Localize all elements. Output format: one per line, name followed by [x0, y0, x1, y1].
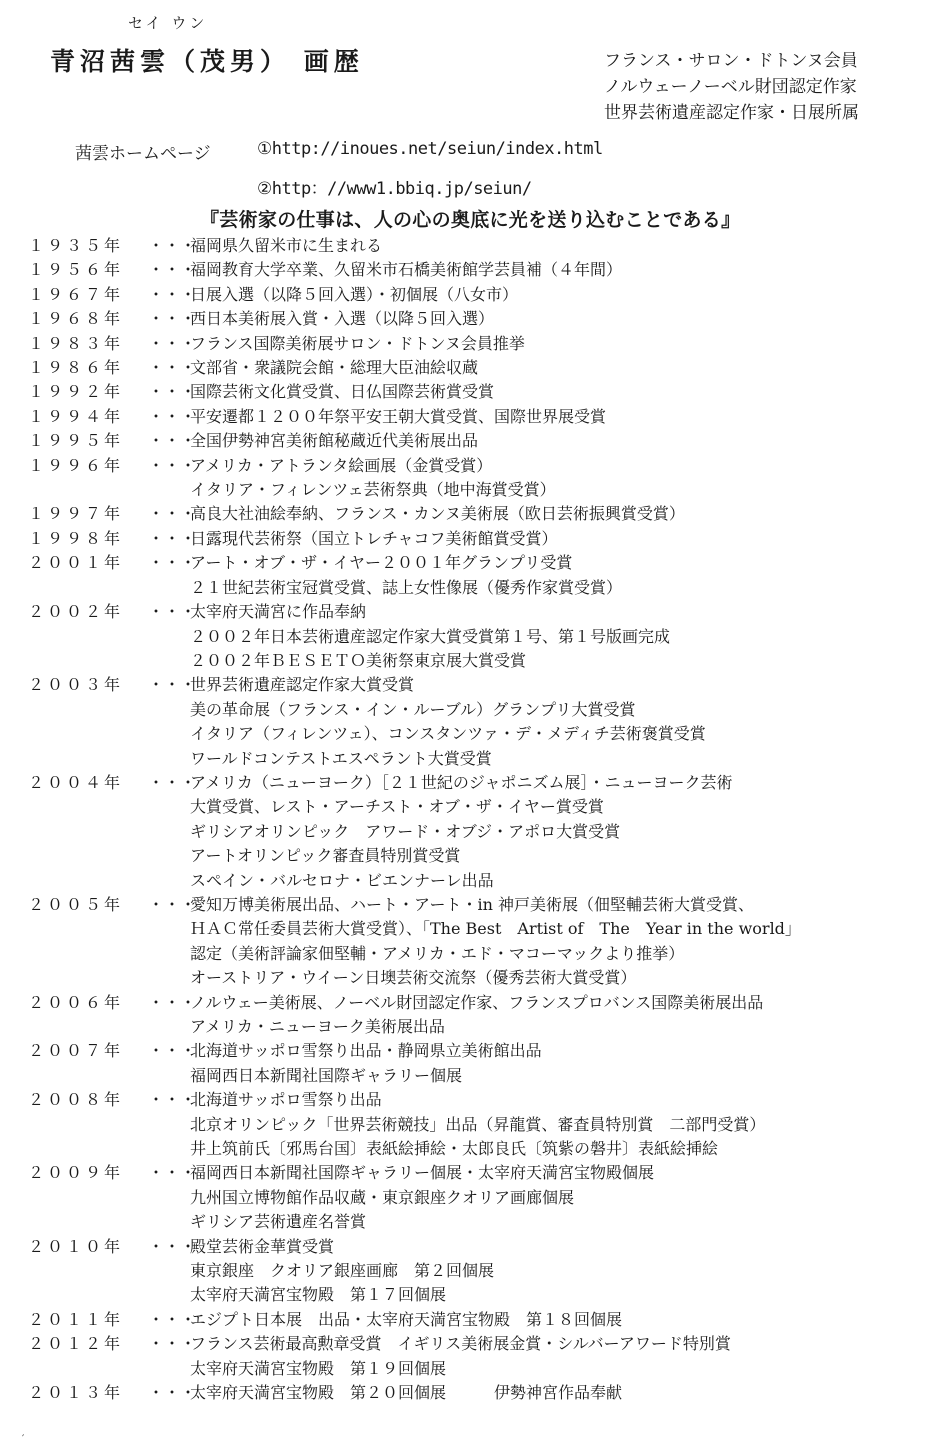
- entry-separator: ・・・: [148, 602, 197, 622]
- entry-separator: ・・・: [148, 236, 197, 255]
- homepage-url-2[interactable]: ②http：//www1.bbiq.jp/seiun/: [257, 179, 532, 199]
- entry-year: ２０１３年: [28, 1383, 124, 1403]
- entry-separator: ・・・: [148, 1090, 197, 1110]
- entry-line: 日展入選（以降５回入選）・初個展（八女市）: [190, 284, 519, 304]
- timeline-entry: [28, 1039, 918, 1088]
- timeline-entry: [28, 1381, 918, 1405]
- entry-line: 認定（美術評論家佃堅輔・アメリカ・エド・マコーマックより推挙）: [190, 943, 685, 963]
- entry-year: １９９２年: [28, 382, 124, 402]
- entry-separator: ・・・: [148, 455, 197, 475]
- entry-lines: [190, 600, 918, 673]
- furigana: セイ ウン: [128, 14, 208, 32]
- timeline: [28, 234, 918, 1406]
- timeline-entry: [28, 258, 918, 282]
- entry-line: 北海道サッポロ雪祭り出品・静岡県立美術館出品: [190, 1041, 542, 1061]
- entry-separator: ・・・: [148, 894, 197, 914]
- entry-lines: [190, 502, 918, 526]
- entry-line: 西日本美術展入賞・入選（以降５回入選）: [190, 309, 495, 329]
- entry-year: ２００４年: [28, 772, 124, 792]
- entry-separator: ・・・: [148, 528, 197, 548]
- entry-separator: ・・・: [148, 675, 197, 695]
- page-title: 青沼茜雲（茂男） 画歴: [50, 47, 364, 76]
- entry-lines: [190, 454, 918, 503]
- timeline-entry: [28, 356, 918, 380]
- entry-lines: [190, 1332, 918, 1381]
- timeline-entry: [28, 454, 918, 503]
- entry-separator: ・・・: [148, 358, 197, 378]
- entry-line: 国際芸術文化賞受賞、日仏国際芸術賞受賞: [190, 382, 495, 402]
- entry-lines: [190, 771, 918, 893]
- timeline-entry: [28, 234, 918, 258]
- entry-year: ２００２年: [28, 602, 124, 622]
- entry-year: １９９７年: [28, 504, 124, 524]
- timeline-entry: [28, 1332, 918, 1381]
- entry-line: アメリカ・アトランタ絵画展（金賞受賞）: [190, 455, 493, 475]
- entry-line: ギリシア芸術遺産名誉賞: [190, 1212, 367, 1232]
- entry-year: ２００１年: [28, 553, 124, 573]
- entry-line: スペイン・バルセロナ・ビエンナーレ出品: [190, 870, 494, 890]
- entry-separator: ・・・: [148, 1163, 197, 1183]
- homepage-label: 茜雲ホームページ: [75, 144, 211, 164]
- timeline-entry: [28, 332, 918, 356]
- entry-line: イタリア（フィレンツェ）、コンスタンツァ・デ・メディチ芸術褒賞受賞: [190, 724, 706, 744]
- entry-line: オーストリア・ウイーン日墺芸術交流祭（優秀芸術大賞受賞）: [190, 968, 637, 988]
- entry-line: 太宰府天満宮宝物殿 第１９回個展: [190, 1358, 447, 1378]
- entry-line: 殿堂芸術金華賞受賞: [190, 1236, 335, 1256]
- entry-line: ２００２年ＢＥＳＥＴＯ美術祭東京展大賞受賞: [190, 650, 527, 670]
- entry-line: 太宰府天満宮宝物殿 第２０回個展 伊勢神宮作品奉献: [190, 1383, 623, 1403]
- entry-line: 福岡県久留米市に生まれる: [190, 236, 383, 255]
- timeline-entry: [28, 1088, 918, 1161]
- entry-line: 日露現代芸術祭（国立トレチャコフ美術館賞受賞）: [190, 528, 558, 548]
- entry-line: アート・オブ・ザ・イヤー２００１年グランプリ受賞: [190, 553, 573, 573]
- entry-lines: [190, 527, 918, 551]
- entry-line: 北海道サッポロ雪祭り出品: [190, 1090, 382, 1110]
- entry-lines: [190, 1161, 918, 1234]
- entry-separator: ・・・: [148, 992, 197, 1012]
- entry-line: ２１世紀芸術宝冠賞受賞、誌上女性像展（優秀作家賞受賞）: [190, 577, 623, 597]
- entry-line: 愛知万博美術展出品、ハート・アート・in 神戸美術展（佃堅輔芸術大賞受賞、: [190, 894, 755, 914]
- entry-line: アメリカ・ニューヨーク美術展出品: [190, 1017, 445, 1036]
- entry-separator: ・・・: [148, 1041, 197, 1061]
- entry-year: １９９４年: [28, 406, 124, 426]
- timeline-entry: [28, 673, 918, 771]
- entry-line: 太宰府天満宮宝物殿 第１７回個展: [190, 1285, 447, 1305]
- entry-separator: ・・・: [148, 406, 197, 426]
- entry-line: 太宰府天満宮に作品奉納: [190, 602, 367, 622]
- timeline-entry: [28, 502, 918, 526]
- timeline-entry: [28, 600, 918, 673]
- affiliation-item: フランス・サロン・ドトンヌ会員: [604, 51, 858, 71]
- entry-line: ワールドコンテストエスペラント大賞受賞: [190, 748, 492, 768]
- entry-year: １９６８年: [28, 309, 124, 329]
- entry-year: １９８３年: [28, 333, 124, 353]
- entry-year: ２００９年: [28, 1163, 124, 1183]
- entry-lines: [190, 1088, 918, 1161]
- entry-line: 九州国立博物館作品収蔵・東京銀座クオリア画廊個展: [190, 1187, 575, 1207]
- entry-year: ２０１２年: [28, 1334, 124, 1354]
- entry-lines: [190, 1308, 918, 1332]
- entry-year: １９９８年: [28, 528, 124, 548]
- entry-lines: [190, 234, 918, 258]
- timeline-entry: [28, 1308, 918, 1332]
- entry-year: １９９５年: [28, 431, 124, 451]
- homepage-url-1[interactable]: ①http://inoues.net/seiun/index.html: [257, 139, 603, 159]
- entry-line: ＨＡＣ常任委員芸術大賞受賞）、「The Best Artist of The Year in the world」: [190, 919, 801, 939]
- entry-line: フランス芸術最高勲章受賞 イギリス美術展金賞・シルバーアワード特別賞: [190, 1334, 731, 1354]
- affiliation-item: ノルウェーノーベル財団認定作家: [604, 77, 857, 97]
- entry-separator: ・・・: [148, 1236, 197, 1256]
- entry-line: 井上筑前氏〔邪馬台国〕表紙絵挿絵・太郎良氏〔筑紫の磐井〕表紙絵挿絵: [190, 1139, 719, 1159]
- entry-lines: [190, 429, 918, 453]
- entry-year: ２００６年: [28, 992, 124, 1012]
- entry-separator: ・・・: [148, 260, 197, 280]
- entry-year: １９９６年: [28, 455, 124, 475]
- timeline-entry: [28, 429, 918, 453]
- entry-year: １９６７年: [28, 284, 124, 304]
- entry-separator: ・・・: [148, 772, 197, 792]
- footer-mark: ′: [22, 1434, 25, 1445]
- entry-lines: [190, 307, 918, 331]
- entry-year: １９５６年: [28, 260, 124, 280]
- entry-line: ノルウェー美術展、ノーベル財団認定作家、フランスプロバンス国際美術展出品: [190, 992, 764, 1012]
- entry-lines: [190, 991, 918, 1040]
- entry-line: ギリシアオリンピック アワード・オブジ・アポロ大賞受賞: [190, 821, 621, 841]
- entry-separator: ・・・: [148, 1383, 197, 1403]
- entry-separator: ・・・: [148, 553, 197, 573]
- entry-lines: [190, 551, 918, 600]
- entry-year: ２００７年: [28, 1041, 124, 1061]
- entry-lines: [190, 673, 918, 771]
- entry-line: エジプト日本展 出品・太宰府天満宮宝物殿 第１８回個展: [190, 1309, 623, 1329]
- entry-year: ２０１１年: [28, 1309, 124, 1329]
- entry-line: 平安遷都１２００年祭平安王朝大賞受賞、国際世界展受賞: [190, 406, 607, 426]
- timeline-entry: [28, 1161, 918, 1234]
- affiliation-list: [604, 48, 859, 126]
- entry-line: 高良大社油絵奉納、フランス・カンヌ美術展（欧日芸術振興賞受賞）: [190, 504, 685, 524]
- entry-year: １９３５年: [28, 236, 124, 255]
- entry-lines: [190, 380, 918, 404]
- entry-line: 北京オリンピック「世界芸術競技」出品（昇龍賞、審査員特別賞 二部門受賞）: [190, 1114, 766, 1134]
- entry-line: 全国伊勢神宮美術館秘蔵近代美術展出品: [190, 431, 479, 451]
- entry-lines: [190, 405, 918, 429]
- entry-lines: [190, 258, 918, 282]
- entry-line: 福岡教育大学卒業、久留米市石橋美術館学芸員補（４年間）: [190, 260, 623, 280]
- entry-lines: [190, 332, 918, 356]
- entry-separator: ・・・: [148, 1334, 197, 1354]
- entry-line: 世界芸術遺産認定作家大賞受賞: [190, 675, 415, 695]
- entry-year: ２０１０年: [28, 1236, 124, 1256]
- entry-year: ２００５年: [28, 894, 124, 914]
- timeline-entry: [28, 405, 918, 429]
- entry-lines: [190, 1235, 918, 1308]
- timeline-entry: [28, 380, 918, 404]
- entry-line: 東京銀座 クオリア銀座画廊 第２回個展: [190, 1261, 495, 1281]
- timeline-entry: [28, 527, 918, 551]
- timeline-entry: [28, 283, 918, 307]
- timeline-entry: [28, 771, 918, 893]
- entry-line: 美の革命展（フランス・イン・ルーブル）グランプリ大賞受賞: [190, 699, 636, 719]
- entry-year: １９８６年: [28, 358, 124, 378]
- timeline-entry: [28, 1235, 918, 1308]
- entry-separator: ・・・: [148, 504, 197, 524]
- entry-lines: [190, 283, 918, 307]
- timeline-entry: [28, 551, 918, 600]
- entry-line: 文部省・衆議院会館・総理大臣油絵収蔵: [190, 358, 479, 378]
- entry-separator: ・・・: [148, 333, 197, 353]
- entry-line: ２００２年日本芸術遺産認定作家大賞受賞第１号、第１号版画完成: [190, 626, 671, 646]
- timeline-entry: [28, 991, 918, 1040]
- entry-separator: ・・・: [148, 309, 197, 329]
- motto: 『芸術家の仕事は、人の心の奥底に光を送り込むことである』: [200, 209, 741, 231]
- entry-line: フランス国際美術展サロン・ドトンヌ会員推挙: [190, 333, 525, 353]
- entry-line: 福岡西日本新聞社国際ギャラリー個展・太宰府天満宮宝物殿個展: [190, 1163, 655, 1183]
- entry-lines: [190, 1039, 918, 1088]
- entry-lines: [190, 1381, 918, 1405]
- entry-separator: ・・・: [148, 382, 197, 402]
- entry-line: イタリア・フィレンツェ芸術祭典（地中海賞受賞）: [190, 480, 556, 500]
- entry-lines: [190, 356, 918, 380]
- entry-year: ２００３年: [28, 675, 124, 695]
- entry-line: 福岡西日本新聞社国際ギャラリー個展: [190, 1065, 463, 1085]
- entry-year: ２００８年: [28, 1090, 124, 1110]
- entry-line: 大賞受賞、レスト・アーチスト・オブ・ザ・イヤー賞受賞: [190, 797, 604, 817]
- entry-lines: [190, 893, 918, 991]
- affiliation-item: 世界芸術遺産認定作家・日展所属: [604, 103, 859, 123]
- entry-line: アメリカ（ニューヨーク）［２１世紀のジャポニズム展］・ニューヨーク芸術: [190, 772, 733, 792]
- entry-separator: ・・・: [148, 284, 197, 304]
- entry-line: アートオリンピック審査員特別賞受賞: [190, 846, 461, 866]
- entry-separator: ・・・: [148, 1309, 197, 1329]
- timeline-entry: [28, 893, 918, 991]
- timeline-entry: [28, 307, 918, 331]
- entry-separator: ・・・: [148, 431, 197, 451]
